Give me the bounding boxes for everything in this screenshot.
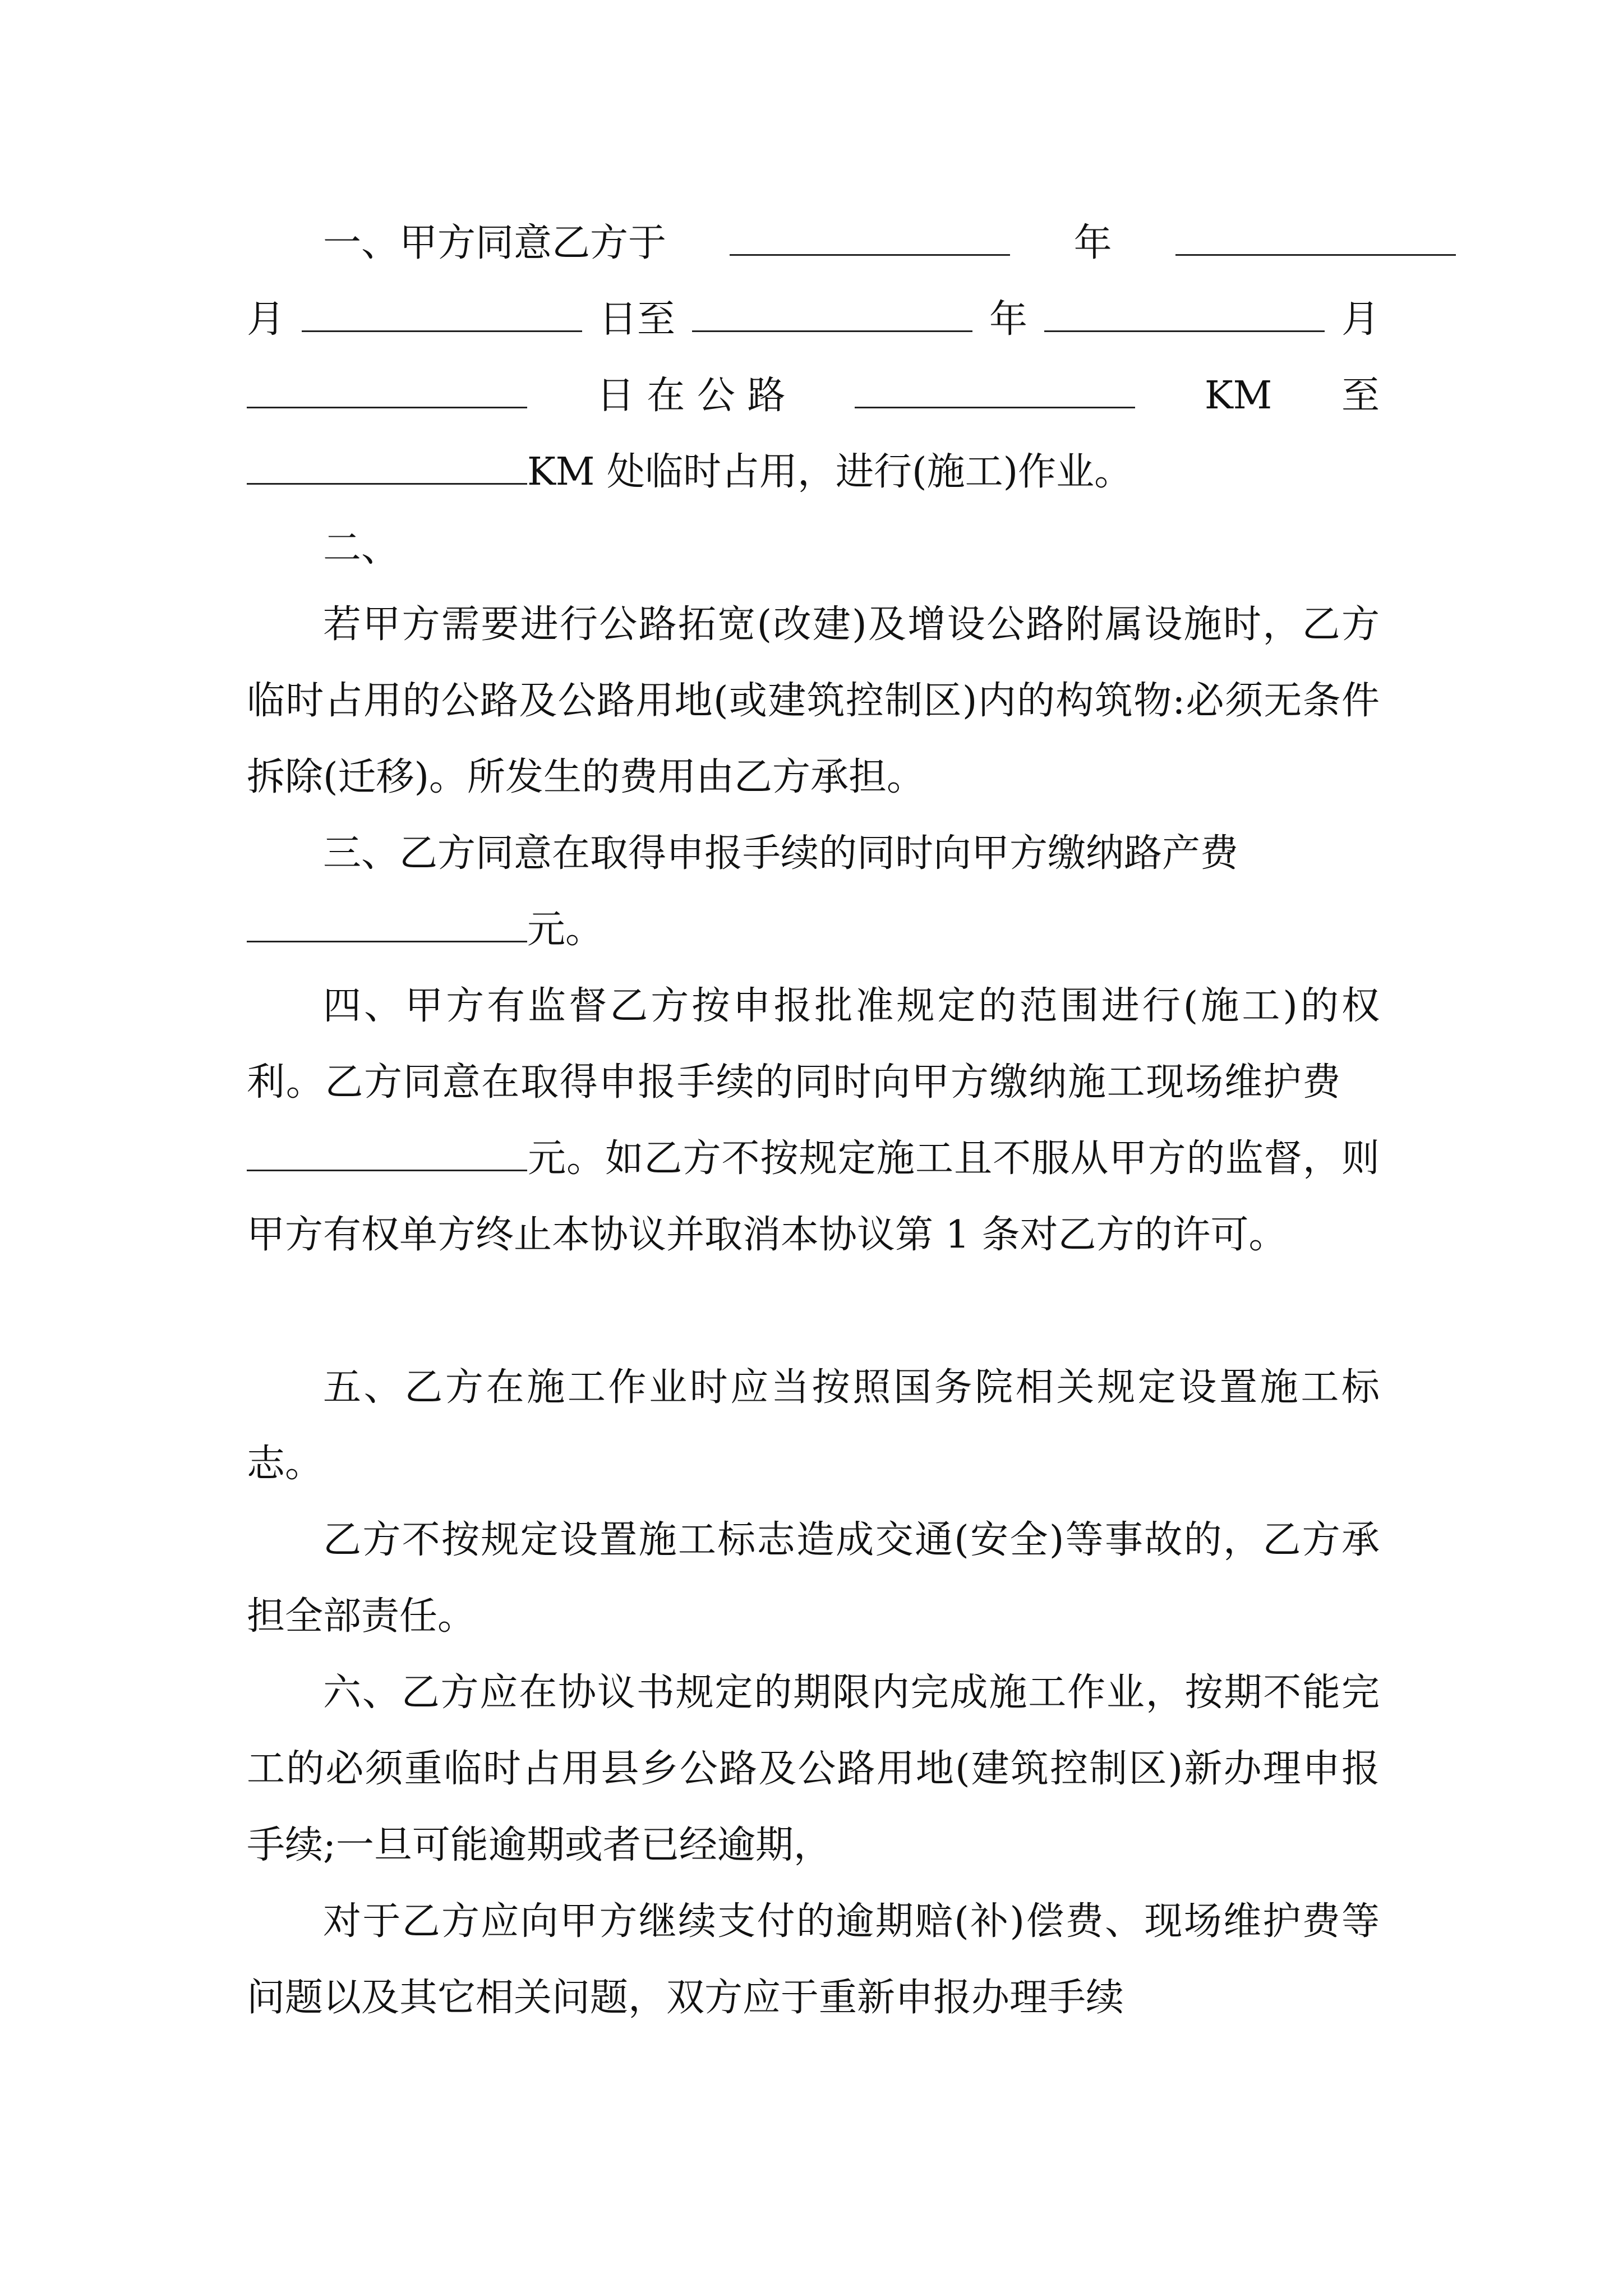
clause1-line3 <box>247 358 1380 434</box>
clause1-line2 <box>247 282 1380 358</box>
clause5-paragraph: 五、乙方在施工作业时应当按照国务院相关规定设置施工标志。 <box>247 1365 1380 1486</box>
clause1-text: 月 <box>247 297 285 342</box>
clause1-text: KM <box>1204 374 1272 418</box>
clause2-paragraph: 若甲方需要进行公路拓宽(改建)及增设公路附属设施时，乙方临时占用的公路及公路用地(或建筑控制区)内的构筑物:必须无条件拆除(迁移)。所发生的费用由乙方承担。 <box>247 602 1380 799</box>
clause2-heading-text: 二、 <box>323 526 400 570</box>
clause6-body-2 <box>247 1884 1380 2036</box>
clause4-text: 四、甲方有监督乙方按申报批准规定的范围进行(施工)的权利。乙方同意在取得申报手续的同时向甲方缴纳施工现场维护费 <box>247 984 1380 1105</box>
clause3-text: 三、乙方同意在取得申报手续的同时向甲方缴纳路产费 <box>323 831 1239 876</box>
blank-field <box>302 296 582 332</box>
blank-field <box>247 448 527 485</box>
clause1-text: 日至 <box>598 297 675 342</box>
clause4-paragraph <box>247 968 1380 1273</box>
clause2-heading <box>247 510 1456 587</box>
blank-field <box>1175 219 1456 256</box>
clause3-text: 元。 <box>527 908 604 952</box>
clause5-paragraph-2: 乙方不按规定设置施工标志造成交通(安全)等事故的，乙方承担全部责任。 <box>247 1518 1380 1639</box>
clause4-body <box>247 968 1380 1273</box>
clause5-body <box>247 1350 1380 1502</box>
clause1-line4 <box>247 434 1380 510</box>
blank-field <box>730 219 1010 256</box>
clause1-text: KM 处临时占用，进行(施工)作业。 <box>527 450 1133 494</box>
clause3-line1 <box>247 816 1456 892</box>
clause1-text: 一、甲方同意乙方于 <box>323 221 667 265</box>
clause6-body <box>247 1655 1380 1884</box>
blank-field <box>247 1135 527 1171</box>
clause5-body-2 <box>247 1502 1380 1655</box>
clause1-text: 月 <box>1341 297 1380 342</box>
clause2-body <box>247 587 1380 816</box>
clause1-text: 年 <box>1073 221 1112 265</box>
clause6-paragraph: 六、乙方应在协议书规定的期限内完成施工作业，按期不能完工的必须重临时占用县乡公路及公路用地(建筑控制区)新办理申报手续;一旦可能逾期或者已经逾期， <box>247 1671 1380 1867</box>
blank-field <box>247 372 527 408</box>
blank-field <box>1044 296 1325 332</box>
clause1-text: 日 在 公 路 <box>596 374 786 418</box>
clause1-text: 年 <box>989 297 1027 342</box>
clause1-line1 <box>247 205 1456 282</box>
clause4-text: 元。如乙方不按规定施工且不服从甲方的监督，则甲方有权单方终止本协议并取消本协议第 1 条对乙方的许可。 <box>247 1137 1380 1257</box>
blank-field <box>692 296 972 332</box>
blank-field <box>247 906 527 942</box>
clause3-line2 <box>247 892 1380 968</box>
clause6-paragraph-2: 对于乙方应向甲方继续支付的逾期赔(补)偿费、现场维护费等问题以及其它相关问题，双方应于重新申报办理手续 <box>247 1899 1380 2020</box>
clause1-text: 至 <box>1341 374 1380 418</box>
blank-field <box>855 372 1135 408</box>
